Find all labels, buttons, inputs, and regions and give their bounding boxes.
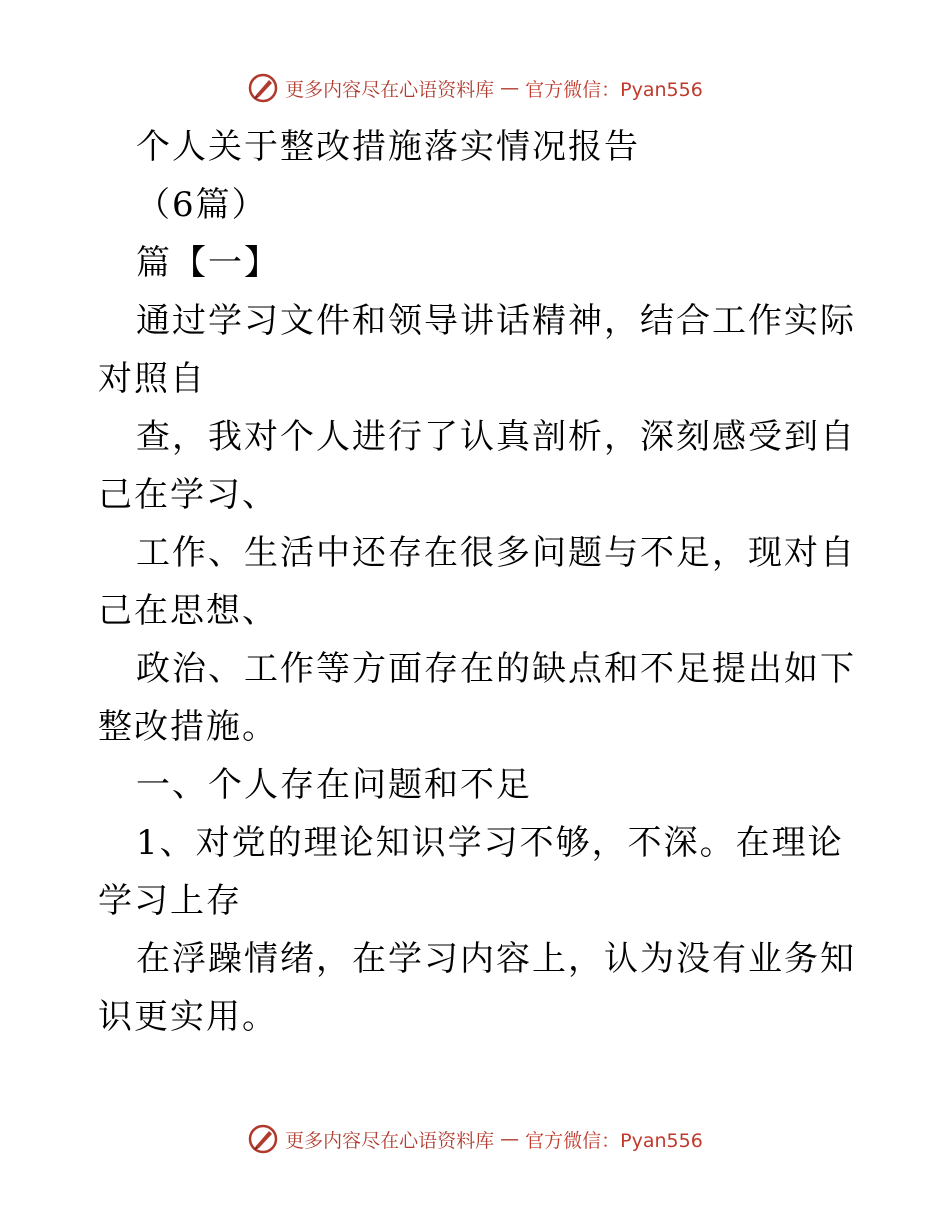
pen-logo-icon bbox=[247, 72, 279, 104]
footer-watermark bbox=[0, 1123, 950, 1155]
watermark-separator: — bbox=[500, 1128, 520, 1150]
paragraph-line: 一、个人存在问题和不足 bbox=[136, 765, 532, 805]
section-heading: 篇【一】 bbox=[136, 243, 280, 283]
document-subtitle: （6篇） bbox=[136, 185, 268, 225]
paragraph-line: 工作、生活中还存在很多问题与不足，现对自己在思想、 bbox=[98, 533, 856, 631]
watermark-separator: — bbox=[500, 77, 520, 99]
paragraph-line: 政治、工作等方面存在的缺点和不足提出如下整改措施。 bbox=[98, 649, 856, 747]
paragraph-line: 查，我对个人进行了认真剖析，深刻感受到自己在学习、 bbox=[98, 417, 856, 515]
watermark-contact: 官方微信：Pyan556 bbox=[525, 1129, 703, 1152]
watermark-text: 更多内容尽在心语资料库 bbox=[285, 1129, 495, 1152]
document-title: 个人关于整改措施落实情况报告 bbox=[136, 127, 640, 167]
watermark-contact: 官方微信：Pyan556 bbox=[525, 78, 703, 101]
paragraph-line: 1、对党的理论知识学习不够，不深。在理论学习上存 bbox=[98, 823, 844, 921]
pen-logo-icon bbox=[247, 1123, 279, 1155]
document-body bbox=[98, 118, 858, 1046]
header-watermark bbox=[0, 72, 950, 104]
paragraph-line: 通过学习文件和领导讲话精神，结合工作实际对照自 bbox=[98, 301, 856, 399]
watermark-text: 更多内容尽在心语资料库 bbox=[285, 78, 495, 101]
paragraph-line: 在浮躁情绪，在学习内容上，认为没有业务知识更实用。 bbox=[98, 939, 856, 1037]
